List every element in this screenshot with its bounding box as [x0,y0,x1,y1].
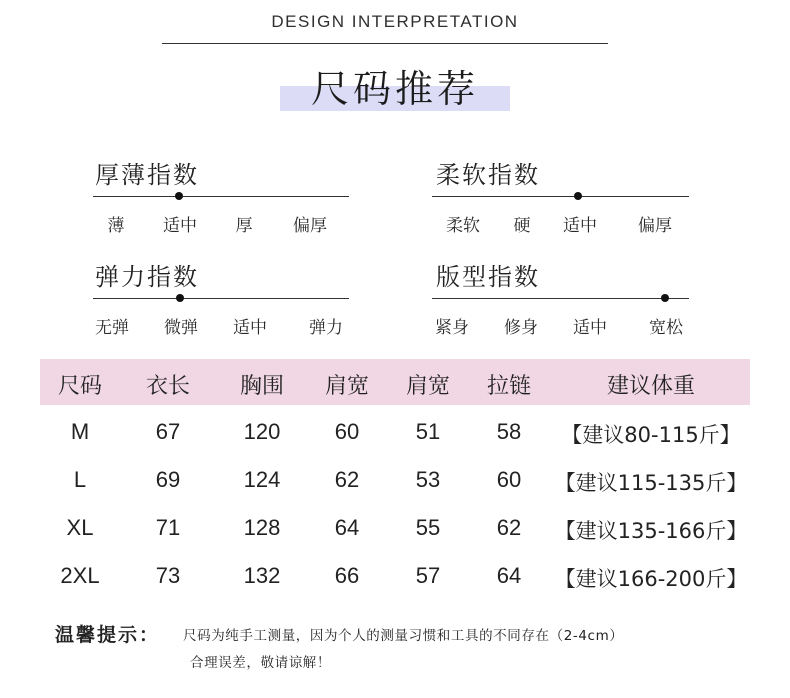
table-cell: 120 [243,419,281,444]
elasticity-option: 弹力 [309,318,343,338]
thickness-option: 薄 [107,216,125,236]
table-cell: 128 [243,515,281,540]
table-cell: 60 [334,419,360,444]
table-cell: 55 [415,515,441,540]
table-cell-weight: 【建议80-115斤】 [561,423,741,447]
table-cell-size: L [73,467,87,492]
column-header-shoulder: 肩宽 [324,374,370,399]
thickness-scale-title: 厚薄指数 [95,161,199,189]
thickness-option: 厚 [235,216,253,236]
note-text-line-1: 尺码为纯手工测量，因为个人的测量习惯和工具的不同存在（2-4cm） [183,628,624,644]
thickness-option: 偏厚 [293,216,327,236]
table-cell-size: 2XL [60,563,100,588]
table-cell: 62 [334,467,360,492]
elasticity-scale-title: 弹力指数 [95,263,199,291]
softness-scale-title: 柔软指数 [436,161,540,189]
table-cell: 58 [496,419,522,444]
column-header-size: 尺码 [57,374,103,399]
table-cell: 67 [155,419,181,444]
note-label: 温馨提示： [55,624,161,646]
softness-scale-marker [574,192,582,200]
elasticity-option: 无弹 [95,318,129,338]
softness-option: 偏厚 [638,216,672,236]
table-cell: 124 [243,467,281,492]
softness-option: 适中 [563,216,597,236]
elasticity-scale-marker [176,294,184,302]
note-text-line-2: 合理误差，敬请谅解！ [190,655,331,671]
column-header-chest: 胸围 [239,374,285,399]
table-cell: 64 [334,515,360,540]
table-cell-weight: 【建议135-166斤】 [554,519,748,543]
table-cell: 60 [496,467,522,492]
table-cell: 64 [496,563,522,588]
fit-scale-title: 版型指数 [436,263,540,291]
table-cell: 66 [334,563,360,588]
table-cell: 132 [243,563,281,588]
elasticity-option: 微弹 [164,318,198,338]
softness-option: 硬 [513,216,531,236]
column-header-zipper: 拉链 [486,374,532,399]
table-cell: 53 [415,467,441,492]
table-cell: 51 [415,419,441,444]
softness-option: 柔软 [446,216,480,236]
fit-scale-line [432,298,689,299]
table-cell-weight: 【建议166-200斤】 [554,567,748,591]
column-header-shoulder-2: 肩宽 [405,374,451,399]
fit-scale-marker [661,294,669,302]
table-cell: 71 [155,515,181,540]
table-cell: 73 [155,563,181,588]
header-divider [162,43,608,44]
table-cell-size: XL [66,515,94,540]
page-title: 尺码推荐 [310,67,479,111]
column-header-length: 衣长 [145,374,191,399]
fit-option: 宽松 [649,318,683,338]
fit-option: 适中 [573,318,607,338]
elasticity-scale-line [93,298,349,299]
fit-option: 修身 [504,318,538,338]
column-header-weight: 建议体重 [606,374,696,399]
design-interpretation-label: DESIGN INTERPRETATION [271,12,519,31]
table-cell: 69 [155,467,181,492]
table-cell: 57 [415,563,441,588]
table-cell-size: M [70,419,90,444]
thickness-option: 适中 [163,216,197,236]
elasticity-option: 适中 [233,318,267,338]
thickness-scale-marker [175,192,183,200]
fit-option: 紧身 [435,318,469,338]
table-cell-weight: 【建议115-135斤】 [554,471,748,495]
thickness-scale-line [93,196,349,197]
table-cell: 62 [496,515,522,540]
softness-scale-line [432,196,689,197]
